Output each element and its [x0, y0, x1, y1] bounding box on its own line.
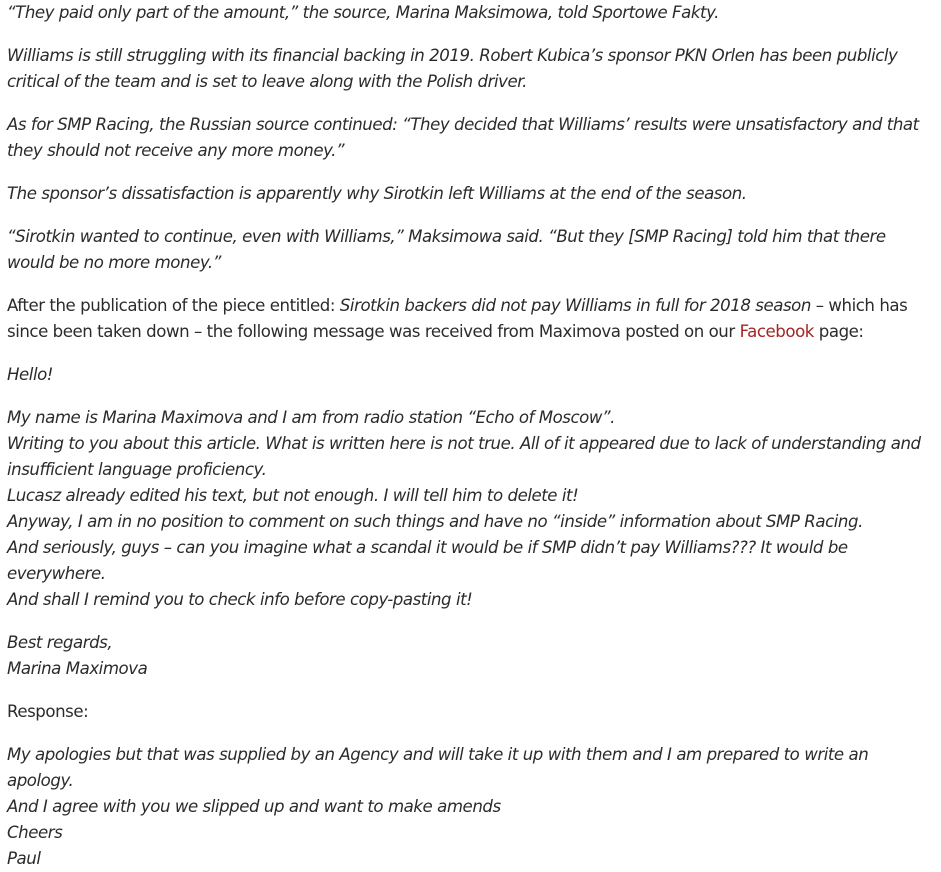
quote-paragraph: “They paid only part of the amount,” the source, Marina Maksimowa, told Sportowe Fakty.: [7, 3, 719, 22]
message-signoff: [7, 630, 934, 682]
signoff-name: Marina Maximova: [7, 659, 148, 678]
message-line: Lucasz already edited his text, but not enough. I will tell him to delete it!: [7, 486, 579, 505]
message-line: Anyway, I am in no position to comment on such things and have no “inside” information about SMP Racing.: [7, 512, 863, 531]
message-line: Writing to you about this article. What is written here is not true. All of it appeared due to lack of understanding and insufficient language proficiency.: [7, 434, 921, 479]
publication-paragraph: [7, 293, 934, 345]
signoff-line: Best regards,: [7, 633, 113, 652]
facebook-link[interactable]: Facebook: [739, 322, 814, 341]
message-line: My name is Marina Maximova and I am from radio station “Echo of Moscow”.: [7, 408, 615, 427]
publication-middle-text: – which has since been taken down – the following message was received from Maximova posted on our: [7, 296, 908, 341]
response-line: Cheers: [7, 823, 63, 842]
message-body: [7, 405, 934, 613]
dissatisfaction-paragraph: The sponsor’s dissatisfaction is apparently why Sirotkin left Williams at the end of the season.: [7, 184, 747, 203]
maksimowa-quote-paragraph: “Sirotkin wanted to continue, even with Williams,” Maksimowa said. “But they [SMP Racing] told him that there would be no more money.”: [7, 227, 886, 272]
publication-end-text: page:: [813, 322, 864, 341]
message-line: And seriously, guys – can you imagine what a scandal it would be if SMP didn’t pay Williams??? It would be everywhere.: [7, 538, 848, 583]
response-label: Response:: [7, 702, 89, 721]
message-greeting: Hello!: [7, 365, 54, 384]
response-line: My apologies but that was supplied by an Agency and will take it up with them and I am prepared to write an apology.: [7, 745, 869, 790]
source-paragraph: As for SMP Racing, the Russian source continued: “They decided that Williams’ results were unsatisfactory and that they should not receive any more money.”: [7, 115, 919, 160]
context-paragraph: Williams is still struggling with its financial backing in 2019. Robert Kubica’s sponsor PKN Orlen has been publicly critical of the team and is set to leave along with the Polish driver.: [7, 46, 898, 91]
response-line: And I agree with you we slipped up and want to make amends: [7, 797, 501, 816]
response-signature: Paul: [7, 849, 41, 868]
response-body: [7, 742, 934, 872]
publication-intro-text: After the publication of the piece entitled:: [7, 296, 340, 315]
piece-title: Sirotkin backers did not pay Williams in full for 2018 season: [339, 296, 811, 315]
message-line: And shall I remind you to check info before copy-pasting it!: [7, 590, 473, 609]
